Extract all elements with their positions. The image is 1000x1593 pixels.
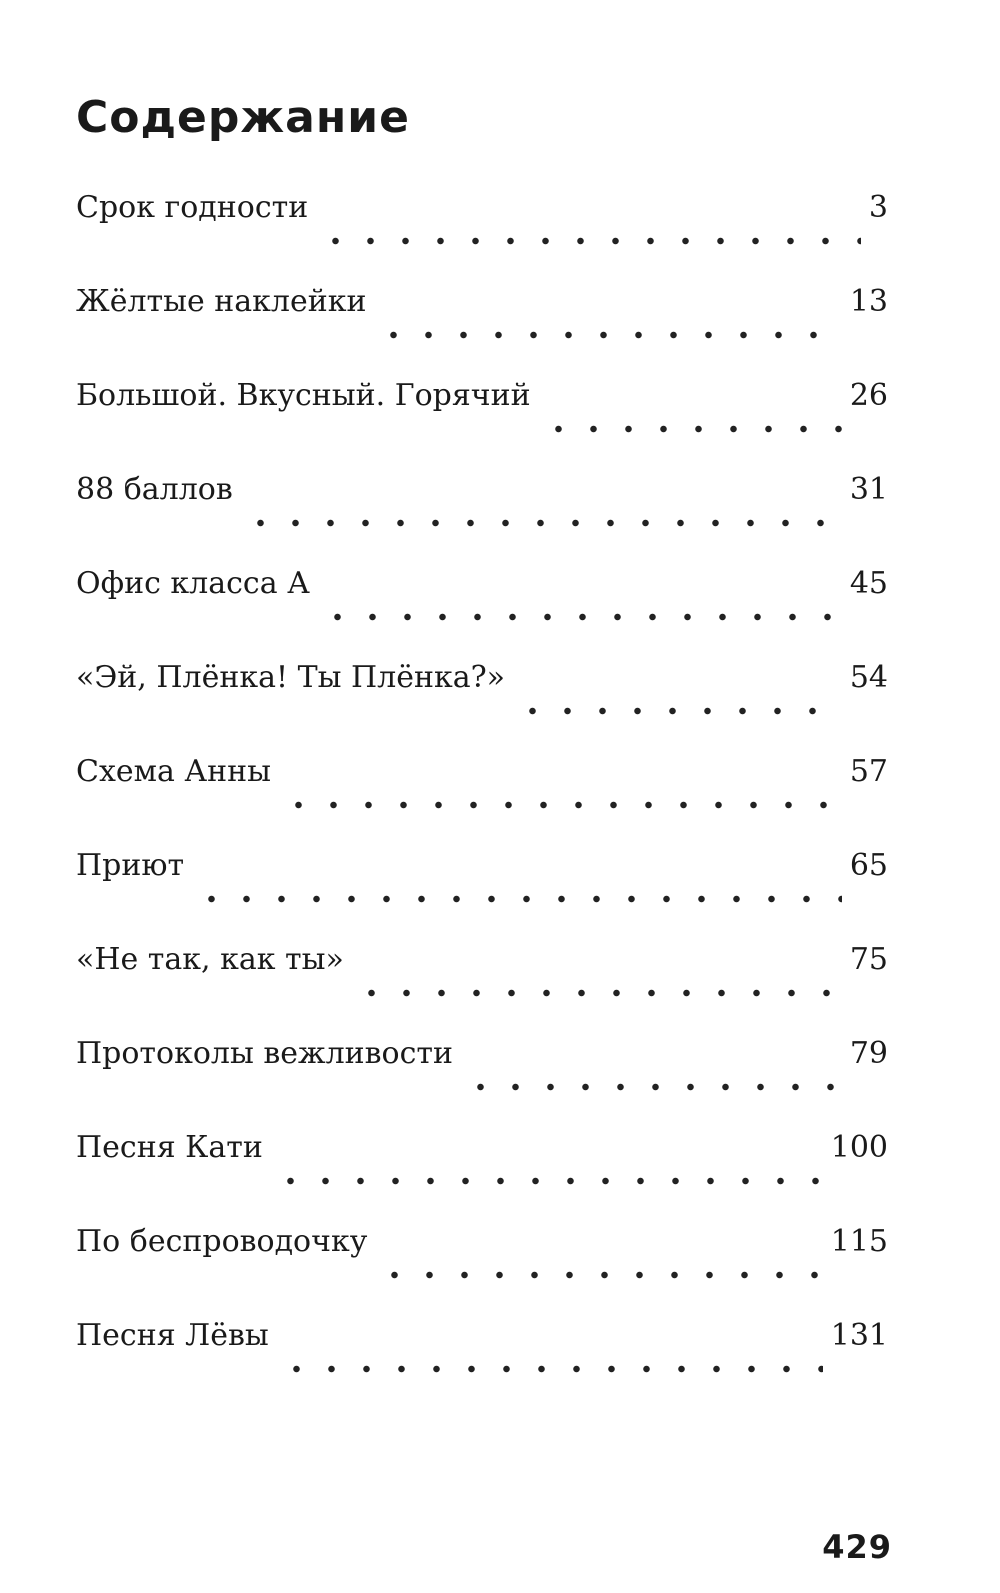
toc-entry-title: «Эй, Плёнка! Ты Плёнка?» (76, 660, 506, 695)
toc-entry (76, 754, 888, 848)
toc-entry-title: Офис класса А (76, 566, 310, 601)
toc-entry-page: 54 (849, 660, 888, 695)
toc-entry-page: 13 (849, 284, 888, 319)
dot-leader (515, 706, 842, 716)
toc-entry (76, 472, 888, 566)
toc-entry (76, 848, 888, 942)
toc-entry-title: Протоколы вежливости (76, 1036, 454, 1071)
dot-leader (318, 236, 861, 246)
table-of-contents (76, 190, 888, 1412)
toc-entry-page: 100 (830, 1130, 888, 1165)
toc-entry (76, 1036, 888, 1130)
toc-entry-page: 57 (849, 754, 888, 789)
dot-leader (243, 518, 842, 528)
toc-entry (76, 942, 888, 1036)
toc-entry-page: 115 (830, 1224, 888, 1259)
toc-entry-page: 45 (849, 566, 888, 601)
page-number: 429 (822, 1528, 892, 1566)
toc-entry-title: Песня Лёвы (76, 1318, 269, 1353)
toc-entry-title: Большой. Вкусный. Горячий (76, 378, 531, 413)
toc-entry (76, 1130, 888, 1224)
toc-entry-page: 79 (849, 1036, 888, 1071)
toc-entry-title: Песня Кати (76, 1130, 263, 1165)
toc-entry-title: Жёлтые наклейки (76, 284, 367, 319)
toc-entry (76, 190, 888, 284)
page-title: Содержание (76, 92, 410, 143)
dot-leader (273, 1176, 823, 1186)
dot-leader (541, 424, 842, 434)
toc-entry-title: Срок годности (76, 190, 309, 225)
toc-entry (76, 378, 888, 472)
toc-entry-title: Приют (76, 848, 185, 883)
toc-entry (76, 1224, 888, 1318)
toc-entry (76, 566, 888, 660)
dot-leader (281, 800, 842, 810)
toc-entry-page: 131 (830, 1318, 888, 1353)
toc-entry (76, 1318, 888, 1412)
toc-entry-page: 3 (868, 190, 888, 225)
toc-entry-page: 75 (849, 942, 888, 977)
toc-entry-title: По беспроводочку (76, 1224, 368, 1259)
toc-entry-title: Схема Анны (76, 754, 271, 789)
dot-leader (377, 1270, 822, 1280)
toc-entry (76, 284, 888, 378)
toc-entry-page: 26 (849, 378, 888, 413)
toc-entry-page: 31 (849, 472, 888, 507)
toc-entry (76, 660, 888, 754)
toc-entry-title: «Не так, как ты» (76, 942, 344, 977)
dot-leader (463, 1082, 842, 1092)
dot-leader (194, 894, 842, 904)
toc-entry-page: 65 (849, 848, 888, 883)
dot-leader (279, 1364, 823, 1374)
dot-leader (354, 988, 842, 998)
dot-leader (320, 612, 842, 622)
toc-entry-title: 88 баллов (76, 472, 233, 507)
dot-leader (376, 330, 841, 340)
